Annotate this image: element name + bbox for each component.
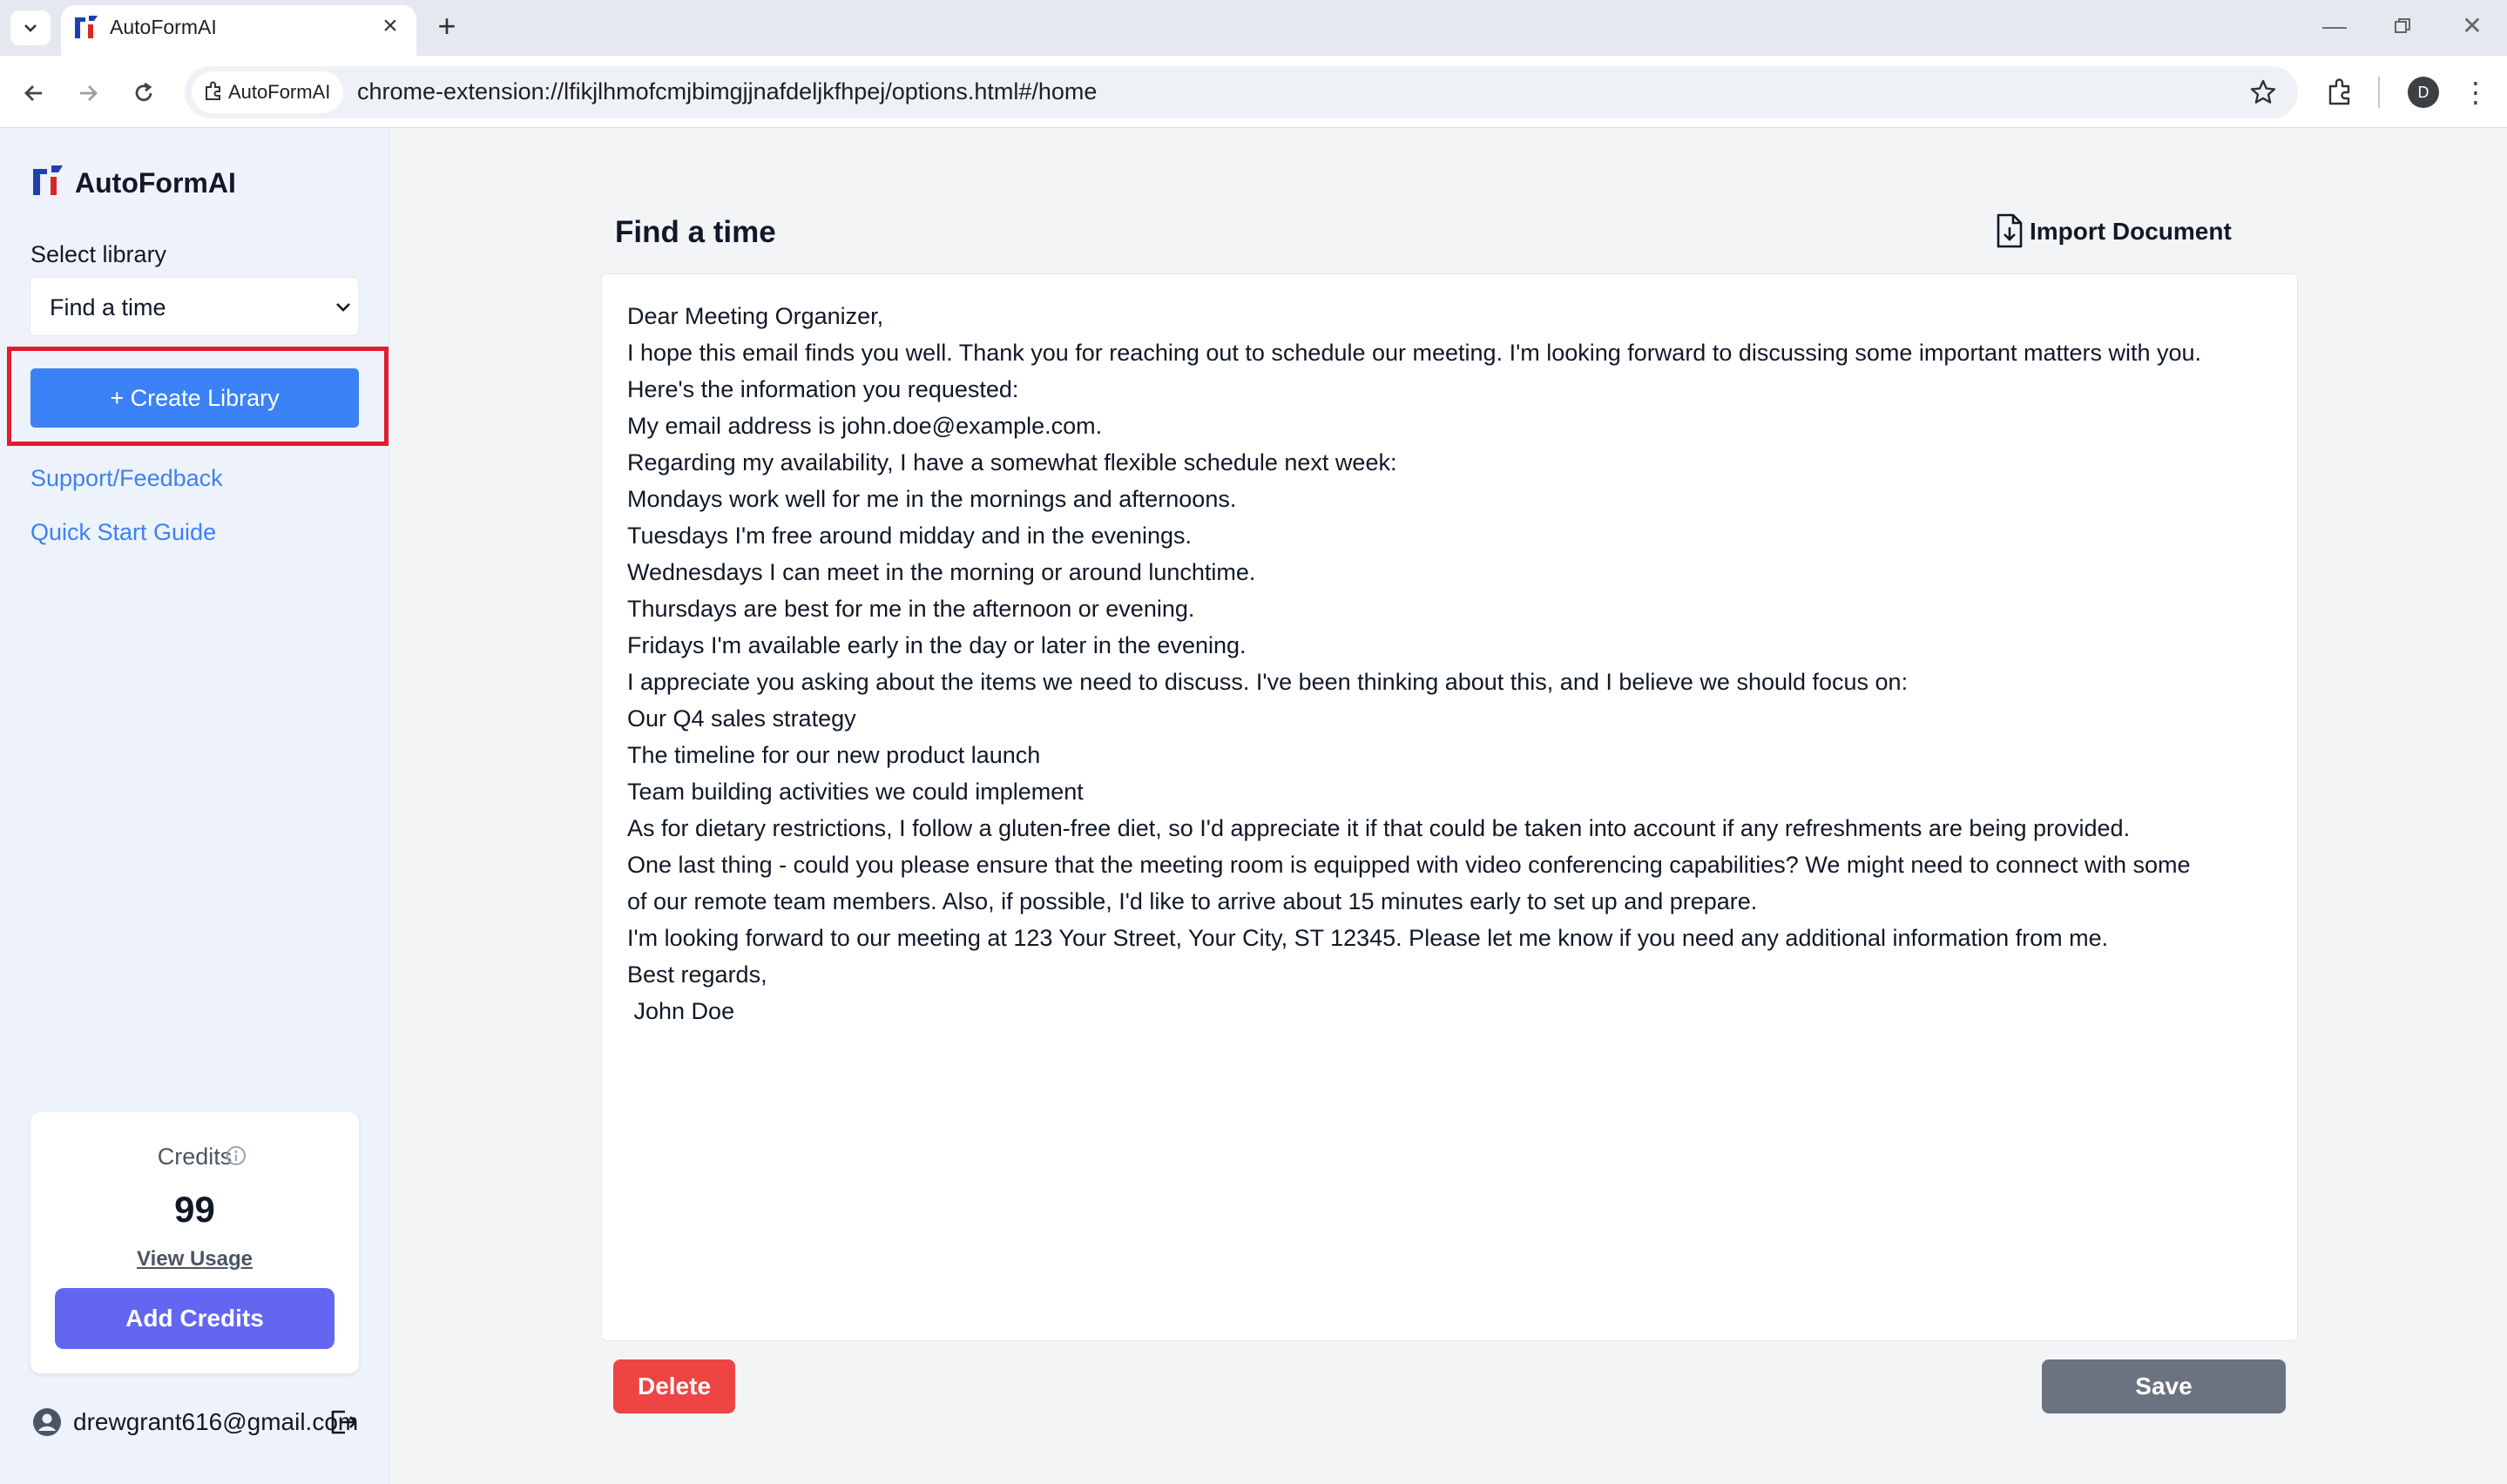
info-icon[interactable] xyxy=(225,1144,247,1167)
user-avatar-icon xyxy=(31,1406,63,1438)
star-icon[interactable] xyxy=(2246,75,2281,110)
document-text[interactable] xyxy=(627,298,2282,1029)
minimize-icon[interactable]: — xyxy=(2322,12,2347,39)
select-library-label: Select library xyxy=(30,241,167,267)
create-library-button[interactable]: + Create Library xyxy=(30,368,359,428)
document-line: I appreciate you asking about the items we need to discuss. I've been thinking about this, and I believe we should focus on: xyxy=(627,669,1909,695)
browser-tab-title: AutoFormAI xyxy=(110,16,217,38)
import-document-icon[interactable] xyxy=(1995,212,2024,249)
close-window-icon[interactable]: ✕ xyxy=(2462,12,2483,39)
kebab-menu-icon[interactable]: ⋮ xyxy=(2462,77,2490,108)
autoformai-logo-icon xyxy=(71,12,101,42)
save-button[interactable]: Save xyxy=(2042,1359,2286,1413)
credits-label: Credits xyxy=(157,1143,233,1170)
profile-avatar[interactable]: D xyxy=(2408,77,2439,108)
document-line: As for dietary restrictions, I follow a gluten-free diet, so I'd appreciate it if that could be taken into account if any refreshments are being provided. xyxy=(627,815,2131,841)
reload-icon[interactable] xyxy=(125,75,162,111)
document-line: John Doe xyxy=(627,998,735,1024)
document-line: Mondays work well for me in the mornings and afternoons. xyxy=(627,486,1237,512)
document-line: My email address is john.doe@example.com. xyxy=(627,413,1103,439)
close-icon[interactable]: × xyxy=(382,11,398,40)
document-line: Regarding my availability, I have a somewhat flexible schedule next week: xyxy=(627,449,1397,476)
document-line: Tuesdays I'm free around midday and in the evenings. xyxy=(627,523,1193,549)
puzzle-icon[interactable] xyxy=(2322,75,2357,110)
url-text[interactable]: chrome-extension://lfikjlhmofcmjbimgjjnafdeljkfhpej/options.html#/home xyxy=(357,78,1098,105)
logout-icon[interactable] xyxy=(326,1405,361,1440)
document-line: Best regards, xyxy=(627,961,767,988)
restore-icon[interactable] xyxy=(2378,9,2427,44)
page-title: Find a time xyxy=(615,215,776,249)
plus-icon[interactable]: + xyxy=(437,8,456,44)
document-line: The timeline for our new product launch xyxy=(627,742,1041,768)
document-line: I'm looking forward to our meeting at 123 Your Street, Your City, ST 12345. Please let me know if you need any additional information from me. xyxy=(627,925,2109,951)
document-line: I hope this email finds you well. Thank you for reaching out to schedule our meeting. I'm looking forward to discussing some important matters with you. xyxy=(627,340,2202,366)
document-line: Wednesdays I can meet in the morning or around lunchtime. xyxy=(627,559,1256,585)
quick-start-guide-link[interactable]: Quick Start Guide xyxy=(30,519,217,545)
toolbar-divider xyxy=(2378,77,2380,108)
document-line: Our Q4 sales strategy xyxy=(627,705,856,732)
chevron-down-icon xyxy=(333,294,354,320)
user-email: drewgrant616@gmail.com xyxy=(73,1408,359,1435)
add-credits-button[interactable]: Add Credits xyxy=(55,1288,334,1349)
support-feedback-link[interactable]: Support/Feedback xyxy=(30,465,223,491)
library-select-value: Find a time xyxy=(50,294,166,320)
document-line: of our remote team members. Also, if possible, I'd like to arrive about 15 minutes early to set up and prepare. xyxy=(627,888,1758,914)
site-chip-label: AutoFormAI xyxy=(228,81,331,103)
document-line: Thursdays are best for me in the afternoon or evening. xyxy=(627,596,1195,622)
import-document-button[interactable]: Import Document xyxy=(2030,218,2232,245)
document-line: Here's the information you requested: xyxy=(627,376,1019,402)
forward-icon[interactable] xyxy=(70,75,106,111)
credits-value: 99 xyxy=(174,1189,215,1230)
extension-icon xyxy=(202,80,225,103)
back-icon[interactable] xyxy=(16,75,52,111)
view-usage-link[interactable]: View Usage xyxy=(137,1247,253,1271)
document-line: Fridays I'm available early in the day or later in the evening. xyxy=(627,632,1247,658)
delete-button[interactable]: Delete xyxy=(613,1359,735,1413)
chevron-down-icon xyxy=(22,19,39,37)
brand-name: AutoFormAI xyxy=(75,167,236,199)
autoformai-logo-icon xyxy=(30,162,66,199)
document-line: Team building activities we could implement xyxy=(627,779,1084,805)
tab-search-button[interactable] xyxy=(10,10,51,45)
document-line: Dear Meeting Organizer, xyxy=(627,303,884,329)
document-line: One last thing - could you please ensure that the meeting room is equipped with video conferencing capabilities? We might need to connect with some xyxy=(627,852,2191,878)
